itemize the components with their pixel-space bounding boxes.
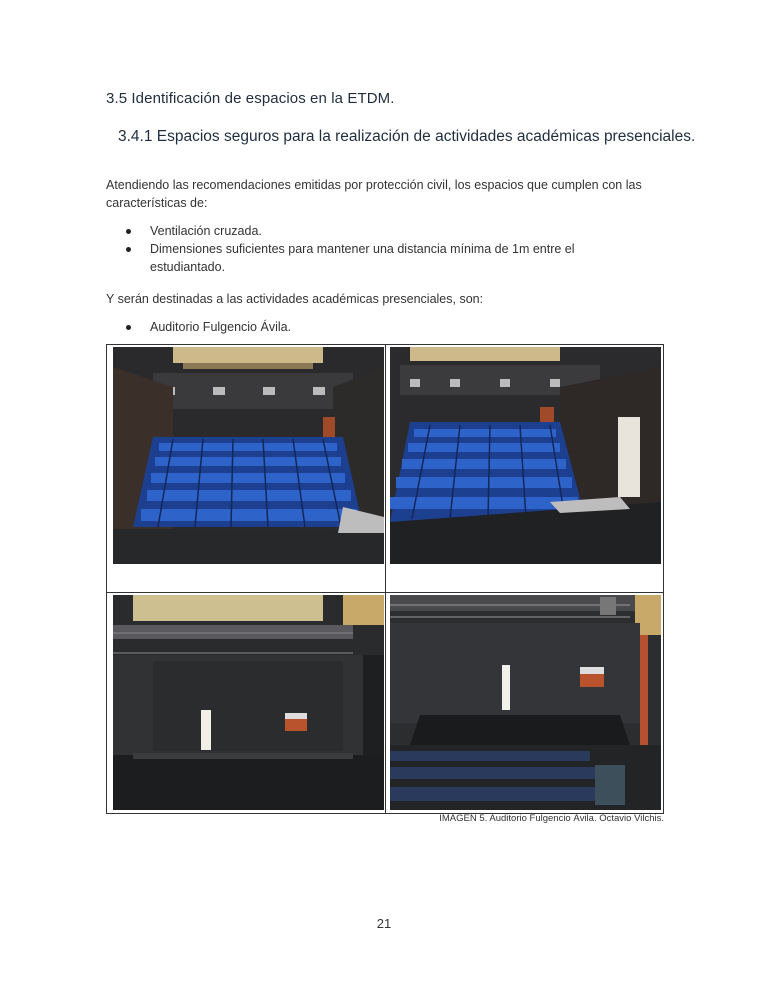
criteria-text: Dimensiones suficientes para mantener una distancia mínima de 1m entre el estudiantado.	[150, 242, 575, 274]
space-name: Auditorio Fulgencio Ávila.	[150, 320, 292, 334]
bullet-icon	[126, 247, 131, 252]
subsection-heading: 3.4.1 Espacios seguros para la realización de actividades académicas presenciales.	[118, 128, 696, 145]
figure-caption: IMAGEN 5. Auditorio Fulgencio Ávila. Octavio Vilchis.	[439, 813, 664, 824]
photo-grid	[106, 344, 664, 814]
intro-paragraph: Atendiendo las recomendaciones emitidas por protección civil, los espacios que cumplen con las características de:	[106, 178, 642, 210]
spaces-list	[126, 318, 646, 336]
bullet-icon	[126, 325, 131, 330]
destination-paragraph: Y serán destinadas a las actividades académicas presenciales, son:	[106, 292, 484, 306]
criteria-list	[126, 222, 646, 276]
page-number: 21	[376, 916, 392, 931]
auditorium-photo-seats-front	[113, 347, 384, 564]
section-heading: 3.5 Identificación de espacios en la ETDM.	[106, 90, 395, 107]
grid-divider	[385, 345, 386, 813]
list-item	[126, 318, 646, 336]
auditorium-photo-seats-side	[390, 347, 661, 564]
bullet-icon	[126, 229, 131, 234]
auditorium-photo-stage-front	[113, 595, 384, 810]
criteria-text: Ventilación cruzada.	[150, 224, 262, 238]
list-item	[126, 240, 646, 276]
list-item	[126, 222, 646, 240]
auditorium-photo-stage-balcony	[390, 595, 661, 810]
